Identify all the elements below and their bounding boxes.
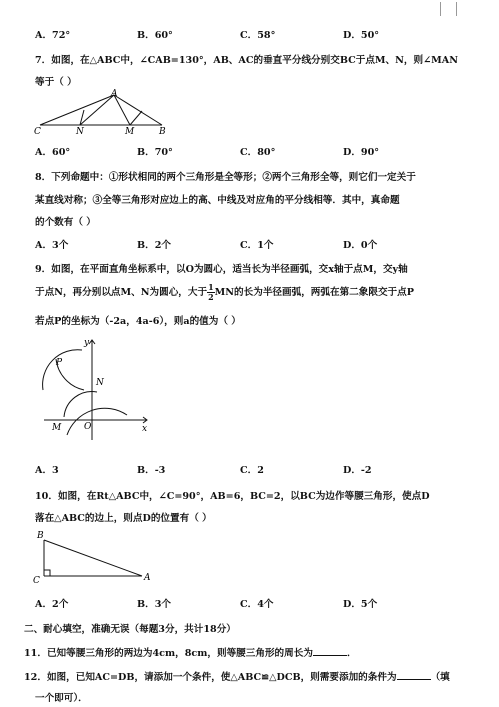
q8-option-b[interactable]: B．2个 (137, 240, 171, 251)
q10-label-c: C (33, 576, 40, 586)
q7-label-c: C (34, 127, 41, 137)
q9-coordinate-figure (42, 335, 157, 445)
q9-label-p: P (56, 358, 63, 368)
q9-option-c[interactable]: C．2 (240, 465, 264, 476)
q9-label-o: O (84, 422, 92, 432)
q8-stem-line2: 某直线对称；③全等三角形对应边上的高、中线及对应角的平分线相等．其中，真命题 (35, 195, 400, 206)
q11-stem-end: ． (346, 648, 357, 659)
q8-option-a[interactable]: A．3个 (35, 240, 69, 251)
q6-option-b[interactable]: B．60° (137, 30, 173, 41)
q7-stem-line1: 7．如图，在△ABC中，∠CAB=130°，AB、AC的垂直平分线分别交BC于点M、N，则∠MAN (35, 55, 458, 66)
q9-label-y: y (84, 338, 90, 348)
q7-label-m: M (125, 127, 135, 137)
q9-stem-line1: 9．如图，在平面直角坐标系中，以O为圆心，适当长为半径画弧，交x轴于点M，交y轴 (35, 264, 408, 275)
q9-stem-line2 (35, 283, 414, 302)
q10-option-d[interactable]: D．5个 (343, 599, 378, 610)
q10-label-b: B (37, 531, 44, 541)
q6-option-c[interactable]: C．58° (240, 30, 276, 41)
q7-label-a: A (111, 89, 118, 99)
q11-stem-text: 11．已知等腰三角形的两边为4cm，8cm，则等腰三角形的周长为 (24, 648, 313, 659)
crop-mark-right (456, 2, 457, 16)
crop-mark-left (440, 2, 441, 16)
q9-label-m: M (52, 423, 62, 433)
q10-stem-line2: 落在△ABC的边上，则点D的位置有（ ） (35, 513, 212, 524)
q8-stem-line1: 8．下列命题中：①形状相同的两个三角形是全等形；②两个三角形全等，则它们一定关于 (35, 172, 416, 183)
q9-fraction-numerator: 1 (208, 282, 214, 292)
q9-option-a[interactable]: A．3 (35, 465, 59, 476)
q12-stem-line2: 一个即可）． (35, 693, 88, 704)
q9-stem-line2-end: MN的长为半径画弧，两弧在第二象限交于点P (214, 287, 414, 298)
q7-stem-line2: 等于（ ） (35, 77, 77, 88)
q7-option-b[interactable]: B．70° (137, 147, 173, 158)
q8-option-d[interactable]: D．0个 (343, 240, 378, 251)
q9-fraction-denominator: 2 (208, 292, 214, 302)
q8-option-c[interactable]: C．1个 (240, 240, 274, 251)
q7-label-b: B (159, 127, 166, 137)
q7-option-a[interactable]: A．60° (35, 147, 71, 158)
q10-option-a[interactable]: A．2个 (35, 599, 69, 610)
q9-stem-line2-start: 于点N，再分别以点M、N为圆心，大于 (35, 287, 208, 298)
q6-option-d[interactable]: D．50° (343, 30, 380, 41)
q12-stem-end: （填 (430, 672, 450, 683)
q10-label-a: A (144, 573, 151, 583)
q7-option-c[interactable]: C．80° (240, 147, 276, 158)
q7-label-n: N (76, 127, 84, 137)
q10-option-b[interactable]: B．3个 (137, 599, 171, 610)
q9-fraction (207, 283, 215, 302)
q8-stem-line3: 的个数有（ ） (35, 217, 96, 228)
q9-option-d[interactable]: D．-2 (343, 465, 372, 476)
section2-heading: 二、耐心填空，准确无误（每题3分，共计18分） (24, 624, 236, 635)
q12-stem-text: 12．如图，已知AC=DB，请添加一个条件，使△ABC≌△DCB，则需要添加的条件为 (24, 672, 397, 683)
q7-option-d[interactable]: D．90° (343, 147, 380, 158)
q6-option-a[interactable]: A．72° (35, 30, 71, 41)
q12-stem-line1 (24, 669, 450, 683)
q10-right-triangle-figure (30, 528, 160, 586)
q9-option-b[interactable]: B．-3 (137, 465, 166, 476)
q9-label-x: x (142, 424, 148, 434)
q10-option-c[interactable]: C．4个 (240, 599, 274, 610)
q12-answer-blank[interactable] (397, 670, 431, 680)
q9-label-n: N (96, 378, 104, 388)
q11-stem (24, 645, 357, 659)
q9-stem-line3: 若点P的坐标为（-2a，4a-6），则a的值为（ ） (35, 316, 241, 327)
q7-triangle-figure (30, 88, 170, 138)
q10-stem-line1: 10．如图，在Rt△ABC中，∠C=90°，AB=6，BC=2，以BC为边作等腰三角形，使点D (35, 491, 430, 502)
q11-answer-blank[interactable] (313, 646, 347, 656)
